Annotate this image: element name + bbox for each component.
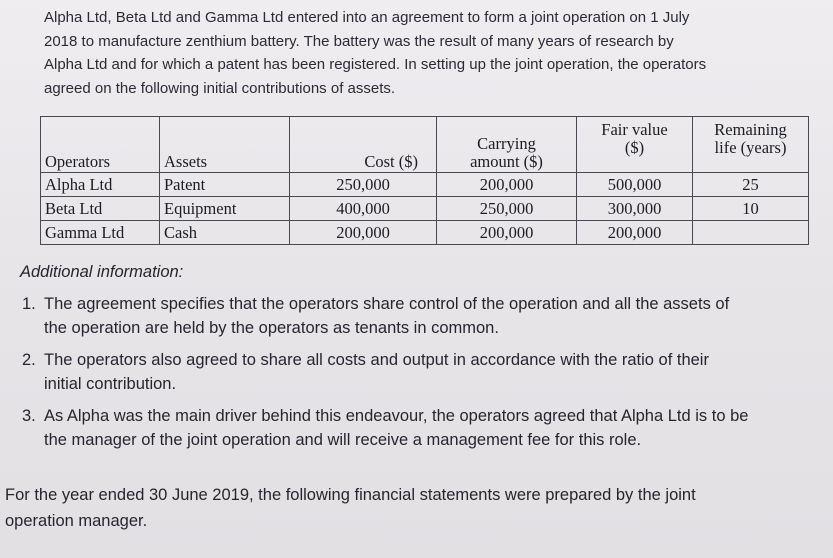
header-fair-line2: ($): [624, 138, 645, 157]
additional-info-title: Additional information:: [20, 263, 184, 281]
list-item-text: The operators also agreed to share all costs and output in accordance with the ratio of their: [44, 351, 709, 369]
closing-line: operation manager.: [5, 512, 148, 530]
additional-info-list: [22, 293, 827, 461]
header-assets: Assets: [160, 117, 290, 173]
header-carrying-amount: [437, 117, 577, 173]
cell-cost: 400,000: [290, 197, 437, 221]
table-row: [41, 221, 809, 245]
list-item-text: initial contribution.: [44, 374, 177, 393]
header-carrying-line2: amount ($): [470, 152, 543, 171]
cell-life: 10: [693, 197, 809, 221]
intro-line: 2018 to manufacture zenthium battery. The battery was the result of many years of research by: [44, 32, 674, 50]
list-item-text: The agreement specifies that the operators share control of the operation and all the assets of: [44, 295, 730, 313]
cell-carrying: 200,000: [437, 173, 577, 197]
closing-paragraph: [5, 482, 820, 534]
header-life-line1: Remaining: [714, 120, 787, 139]
cell-operator: Beta Ltd: [41, 197, 160, 221]
list-item: [22, 293, 827, 340]
closing-line: For the year ended 30 June 2019, the following financial statements were prepared by the joint: [5, 486, 696, 504]
list-item-text: the operation are held by the operators as tenants in common.: [44, 318, 499, 337]
list-item: [22, 349, 827, 396]
cell-asset: Patent: [160, 173, 290, 197]
header-carrying-line1: Carrying: [477, 134, 536, 153]
cell-asset: Equipment: [160, 197, 290, 221]
intro-line: Alpha Ltd and for which a patent has been registered. In setting up the joint operation, the operators: [44, 56, 707, 73]
list-item-number: 2.: [22, 351, 36, 369]
header-fair-value: [577, 117, 693, 173]
cell-cost: 250,000: [290, 173, 437, 197]
header-remaining-life: [693, 117, 809, 173]
cell-asset: Cash: [160, 221, 290, 245]
cell-life: [693, 221, 809, 245]
list-item-text: the manager of the joint operation and will receive a management fee for this role.: [44, 430, 642, 449]
cell-life: 25: [693, 173, 809, 197]
contributions-table: [40, 116, 809, 245]
cell-cost: 200,000: [290, 221, 437, 245]
header-life-line2: life (years): [714, 138, 787, 157]
list-item-number: 3.: [22, 407, 36, 425]
table-header-row: [41, 117, 809, 173]
list-item: [22, 405, 827, 452]
cell-operator: Gamma Ltd: [41, 221, 160, 245]
list-item-text: As Alpha was the main driver behind this endeavour, the operators agreed that Alpha Ltd is to be: [44, 407, 749, 425]
header-cost: Cost ($): [290, 117, 437, 173]
table-row: [41, 197, 809, 221]
intro-paragraph: [44, 6, 814, 100]
cell-fair: 500,000: [577, 173, 693, 197]
cell-carrying: 200,000: [437, 221, 577, 245]
list-item-number: 1.: [22, 295, 36, 313]
cell-fair: 200,000: [577, 221, 693, 245]
cell-carrying: 250,000: [437, 197, 577, 221]
cell-fair: 300,000: [577, 197, 693, 221]
header-operators: Operators: [41, 117, 160, 173]
intro-line: Alpha Ltd, Beta Ltd and Gamma Ltd entered into an agreement to form a joint operation on 1 July: [44, 9, 690, 26]
table-row: [41, 173, 809, 197]
header-fair-line1: Fair value: [601, 120, 668, 139]
cell-operator: Alpha Ltd: [41, 173, 160, 197]
intro-line: agreed on the following initial contributions of assets.: [44, 79, 396, 97]
